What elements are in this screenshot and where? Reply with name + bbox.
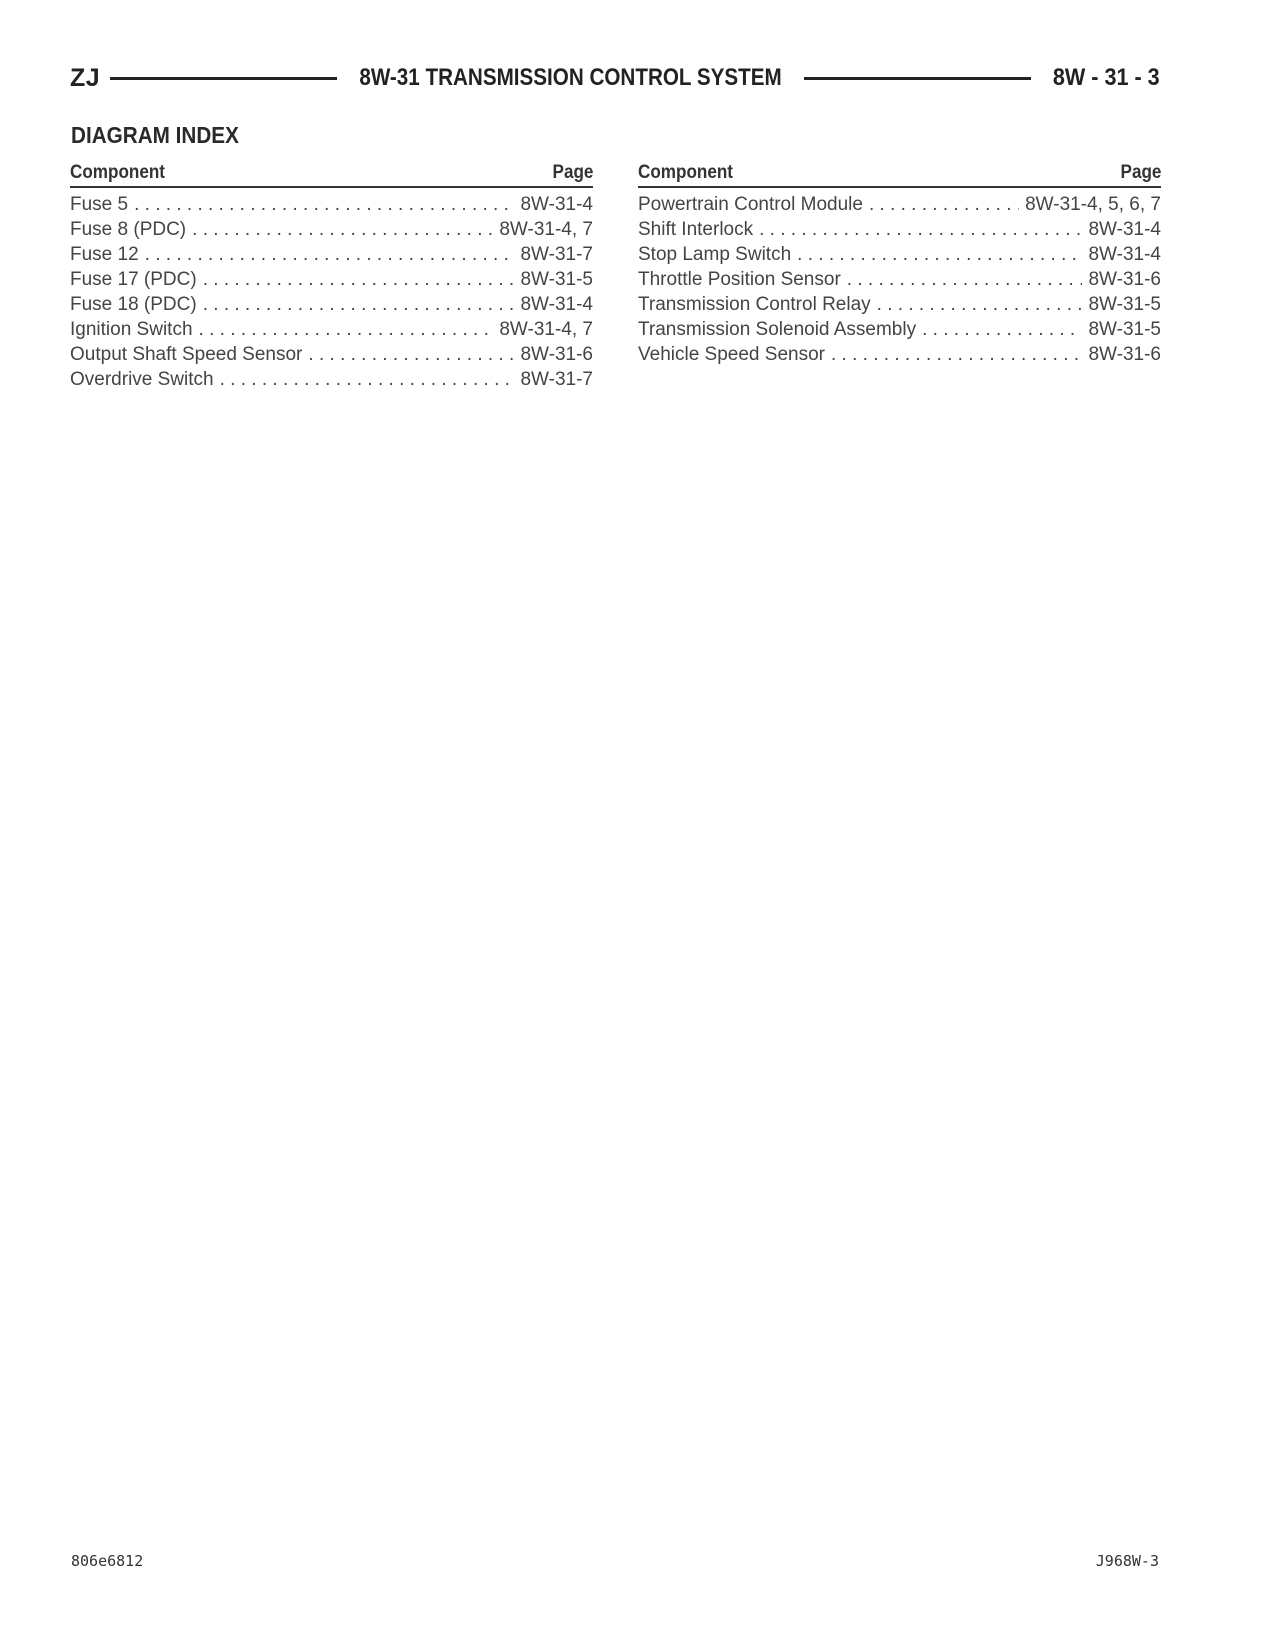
page-number: 8W - 31 - 3 [1053,64,1161,91]
dot-leader [831,344,1083,366]
entry-name: Stop Lamp Switch [638,244,792,265]
column-header [70,158,593,188]
entry-name: Powertrain Control Module [638,194,863,215]
entry-name: Throttle Position Sensor [638,269,841,290]
index-entry [70,244,593,269]
entry-page: 8W-31-4, 7 [499,319,593,340]
component-heading: Component [638,162,733,183]
component-heading: Component [70,162,165,183]
page-header [70,62,1160,94]
entry-name: Fuse 8 (PDC) [70,219,187,240]
index-entry [638,344,1161,369]
entry-page: 8W-31-4, 7 [499,219,593,240]
entry-page: 8W-31-6 [1088,269,1161,290]
entry-name: Fuse 12 [70,244,139,265]
entry-page: 8W-31-5 [1088,319,1161,340]
entry-name: Transmission Control Relay [638,294,871,315]
column-header [638,158,1161,188]
entry-page: 8W-31-5 [1088,294,1161,315]
index-entry [70,369,593,394]
entry-page: 8W-31-7 [520,369,593,390]
entry-page: 8W-31-4 [520,294,593,315]
index-entry [638,244,1161,269]
dot-leader [308,344,514,366]
dot-leader [869,194,1019,216]
vehicle-code: ZJ [70,63,101,92]
entry-page: 8W-31-6 [520,344,593,365]
header-rule-left [110,77,337,80]
index-entry [638,194,1161,219]
entry-page: 8W-31-5 [520,269,593,290]
page-heading: Page [552,162,593,183]
dot-leader [199,319,494,341]
dot-leader [877,294,1083,316]
index-entry [70,344,593,369]
footer-image-code: 806e6812 [71,1552,144,1570]
footer-page-code: J968W-3 [1095,1552,1159,1570]
dot-leader [220,369,515,391]
entry-name: Transmission Solenoid Assembly [638,319,917,340]
index-entry [70,194,593,219]
header-rule-right [804,77,1031,80]
entry-name: Output Shaft Speed Sensor [70,344,303,365]
entry-name: Fuse 17 (PDC) [70,269,197,290]
entry-page: 8W-31-4 [1088,244,1161,265]
entry-name: Shift Interlock [638,219,754,240]
index-entry [638,219,1161,244]
entry-name: Fuse 5 [70,194,129,215]
entry-name: Fuse 18 (PDC) [70,294,197,315]
dot-leader [134,194,514,216]
dot-leader [203,269,515,291]
dot-leader [922,319,1082,341]
diagram-index-title: DIAGRAM INDEX [71,122,239,148]
index-column-left [70,158,593,394]
entry-name: Ignition Switch [70,319,193,340]
page-heading: Page [1120,162,1161,183]
entry-page: 8W-31-7 [520,244,593,265]
index-entry [638,269,1161,294]
dot-leader [145,244,515,266]
entry-page: 8W-31-4 [520,194,593,215]
dot-leader [759,219,1082,241]
entry-name: Vehicle Speed Sensor [638,344,825,365]
entry-page: 8W-31-4, 5, 6, 7 [1025,194,1161,215]
section-header-title: 8W-31 TRANSMISSION CONTROL SYSTEM [359,64,782,91]
dot-leader [192,219,493,241]
index-entry [70,269,593,294]
entry-page: 8W-31-6 [1088,344,1161,365]
dot-leader [797,244,1082,266]
index-entry [70,294,593,319]
entry-page: 8W-31-4 [1088,219,1161,240]
index-entry [70,219,593,244]
index-entry [70,319,593,344]
dot-leader [203,294,515,316]
index-entry [638,294,1161,319]
index-entry [638,319,1161,344]
entry-name: Overdrive Switch [70,369,214,390]
dot-leader [847,269,1083,291]
index-column-right [638,158,1161,369]
